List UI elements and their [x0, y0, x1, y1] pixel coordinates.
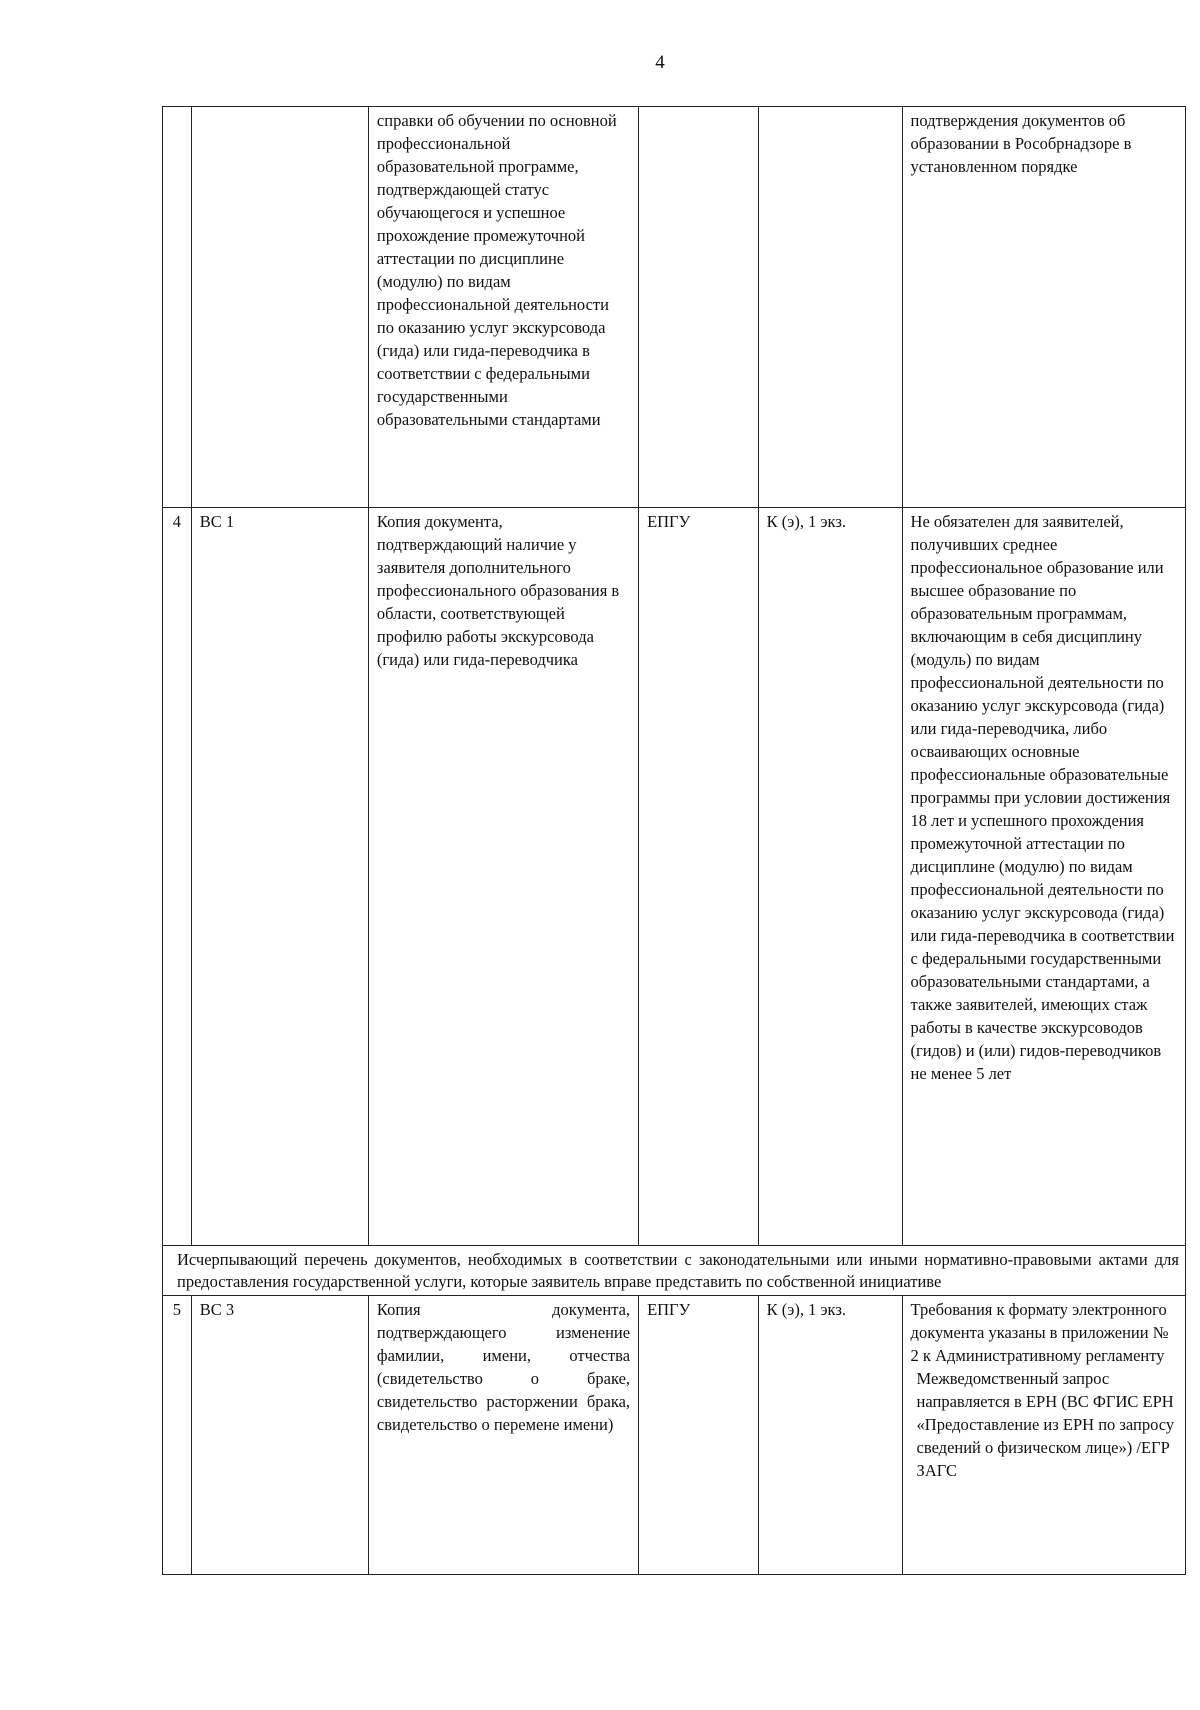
note-request: Межведомственный запрос направляется в ЕРН (ВС ФГИС ЕРН «Предоставление из ЕРН по запросу сведений о физическом лице») /ЕГР ЗАГС	[916, 1369, 1175, 1480]
cell-channel: ЕПГУ	[639, 1296, 759, 1575]
table-row-4	[163, 508, 1186, 1246]
cell-code: ВС 1	[191, 508, 368, 1246]
cell-form: К (э), 1 экз.	[758, 1296, 902, 1575]
cell-form	[758, 107, 902, 508]
cell-channel	[639, 107, 759, 508]
cell-number: 5	[163, 1296, 192, 1575]
cell-note	[902, 1296, 1185, 1575]
section-heading: Исчерпывающий перечень документов, необходимых в соответствии с законодательными или иными нормативно-правовыми актами для предоставления государственной услуги, которые заявитель вправе представить по собственной инициативе	[163, 1246, 1186, 1296]
table-row-5	[163, 1296, 1186, 1575]
cell-number: 4	[163, 508, 192, 1246]
table-row-continuation	[163, 107, 1186, 508]
cell-number	[163, 107, 192, 508]
cell-channel: ЕПГУ	[639, 508, 759, 1246]
cell-code: ВС 3	[191, 1296, 368, 1575]
cell-document: Копия документа, подтверждающий наличие у заявителя дополнительного профессионального образования в области, соответствующей профилю работы экскурсовода (гида) или гида-переводчика	[368, 508, 638, 1246]
cell-document: Копия документа, подтверждающего изменение фамилии, имени, отчества (свидетельство о браке, свидетельство расторжении брака, свидетельство о перемене имени)	[368, 1296, 638, 1575]
cell-note: подтверждения документов об образовании в Рособрнадзоре в установленном порядке	[902, 107, 1185, 508]
section-heading-row	[163, 1246, 1186, 1296]
cell-form: К (э), 1 экз.	[758, 508, 902, 1246]
documents-table	[162, 106, 1186, 1575]
note-format: Требования к формату электронного документа указаны в приложении № 2 к Административному регламенту	[910, 1300, 1169, 1365]
cell-code	[191, 107, 368, 508]
cell-document: справки об обучении по основной профессиональной образовательной программе, подтверждающей статус обучающегося и успешное прохождение промежуточной аттестации по дисциплине (модулю) по видам профессиональной деятельности по оказанию услуг экскурсовода (гида) или гида-переводчика в соответствии с федеральными государственными образовательными стандартами	[368, 107, 638, 508]
cell-note: Не обязателен для заявителей, получивших среднее профессиональное образование или высшее образование по образовательным программам, включающим в себя дисциплину (модуль) по видам профессиональной деятельности по оказанию услуг экскурсовода (гида) или гида-переводчика, либо осваивающих основные профессиональные образовательные программы при условии достижения 18 лет и успешного прохождения промежуточной аттестации по дисциплине (модулю) по видам профессиональной деятельности по оказанию услуг экскурсовода (гида) или гида-переводчика в соответствии с федеральными государственными образовательными стандартами, а также заявителей, имеющих стаж работы в качестве экскурсоводов (гидов) и (или) гидов-переводчиков не менее 5 лет	[902, 508, 1185, 1246]
page-number: 4	[655, 52, 665, 73]
